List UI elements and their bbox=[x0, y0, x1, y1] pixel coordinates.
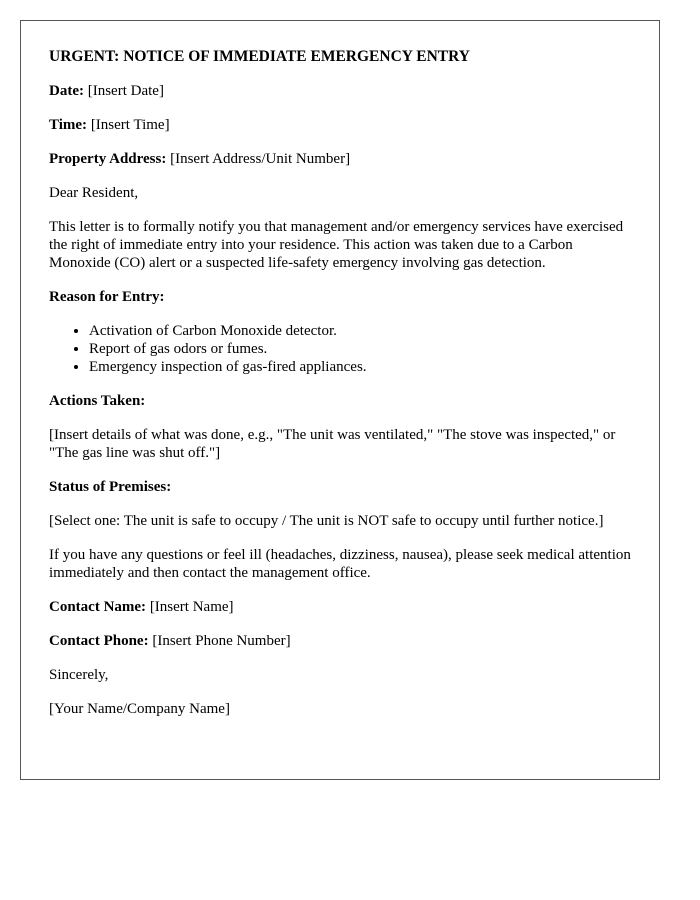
advice-paragraph: If you have any questions or feel ill (headaches, dizziness, nausea), please seek medical attention immediately and then contact the management office. bbox=[49, 547, 631, 581]
closing: Sincerely, bbox=[49, 667, 109, 683]
intro-paragraph: This letter is to formally notify you that management and/or emergency services have exercised the right of immediate entry into your residence. This action was taken due to a Carbon Monoxide (CO) alert or a suspected life-safety emergency involving gas detection. bbox=[49, 219, 624, 271]
reason-item: • Emergency inspection of gas-fired appliances. bbox=[89, 358, 631, 376]
status-heading: Status of Premises: bbox=[49, 479, 172, 495]
reason-list bbox=[49, 322, 631, 376]
date-line bbox=[49, 82, 631, 100]
contact-name-line bbox=[49, 598, 631, 616]
address-value: [Insert Address/Unit Number] bbox=[166, 151, 351, 167]
reason-item: • Report of gas odors or fumes. bbox=[89, 340, 631, 358]
status-text: [Select one: The unit is safe to occupy / The unit is NOT safe to occupy until further notice.] bbox=[49, 513, 604, 529]
reason-item: • Activation of Carbon Monoxide detector. bbox=[89, 322, 631, 340]
contact-phone-label: Contact Phone: bbox=[49, 633, 149, 649]
actions-heading: Actions Taken: bbox=[49, 393, 146, 409]
letter-title: URGENT: NOTICE OF IMMEDIATE EMERGENCY ENTRY bbox=[49, 48, 470, 65]
reason-heading: Reason for Entry: bbox=[49, 289, 165, 305]
address-line bbox=[49, 150, 631, 168]
date-label: Date: bbox=[49, 83, 84, 99]
letter-document bbox=[20, 20, 660, 780]
time-label: Time: bbox=[49, 117, 88, 133]
signature: [Your Name/Company Name] bbox=[49, 701, 230, 717]
contact-name-value: [Insert Name] bbox=[146, 599, 234, 615]
actions-text: [Insert details of what was done, e.g., "The unit was ventilated," "The stove was inspected," or "The gas line was shut off."] bbox=[49, 427, 616, 461]
salutation: Dear Resident, bbox=[49, 185, 139, 201]
time-value: [Insert Time] bbox=[87, 117, 170, 133]
time-line bbox=[49, 116, 631, 134]
date-value: [Insert Date] bbox=[83, 83, 164, 99]
contact-name-label: Contact Name: bbox=[49, 599, 147, 615]
contact-phone-value: [Insert Phone Number] bbox=[148, 633, 291, 649]
address-label: Property Address: bbox=[49, 151, 167, 167]
contact-phone-line bbox=[49, 632, 631, 650]
